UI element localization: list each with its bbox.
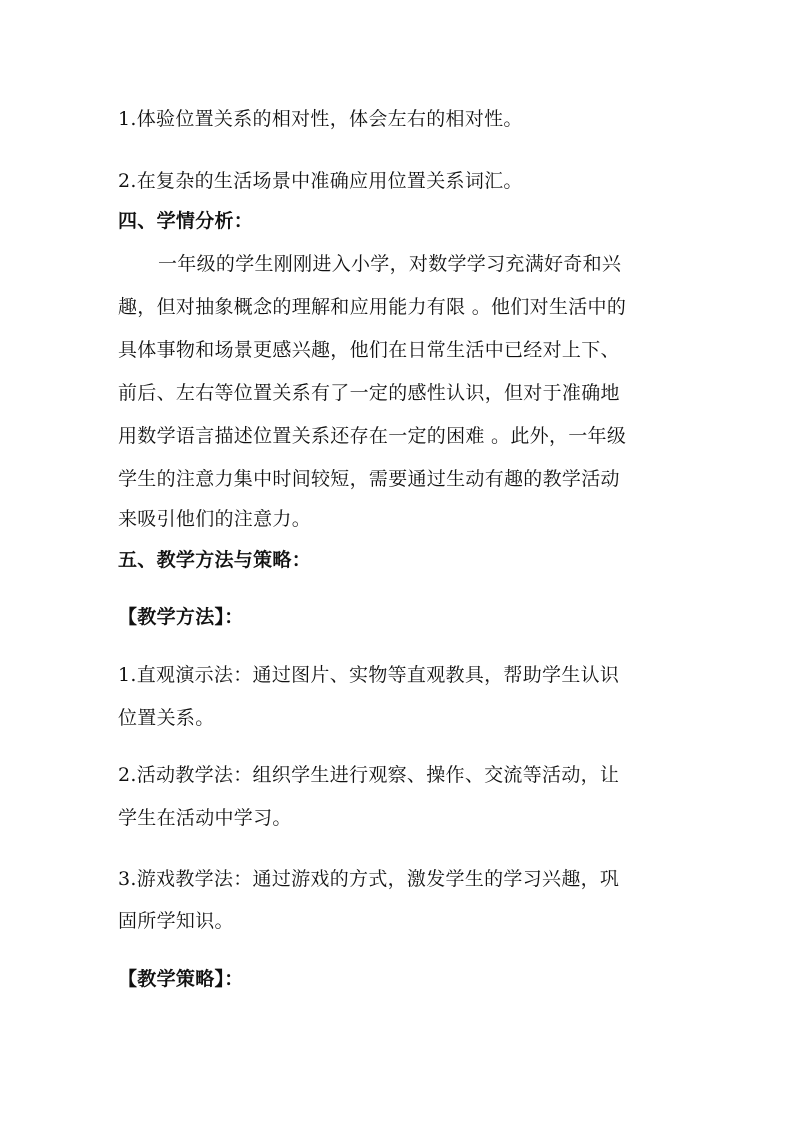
method-3-line-2: 固所学知识。 xyxy=(118,910,234,932)
analysis-line-7: 来吸引他们的注意力。 xyxy=(118,508,312,530)
method-1-line-1: 1.直观演示法：通过图片、实物等直观教具，帮助学生认识 xyxy=(118,664,620,686)
analysis-line-2: 趣，但对抽象概念的理解和应用能力有限 。他们对生活中的 xyxy=(118,296,627,318)
methods-heading: 【教学方法】： xyxy=(118,606,244,628)
method-2-line-2: 学生在活动中学习。 xyxy=(118,807,292,829)
method-3-line-1: 3.游戏教学法：通过游戏的方式，激发学生的学习兴趣，巩 xyxy=(118,868,620,890)
analysis-line-1: 一年级的学生刚刚进入小学，对数学学习充满好奇和兴 xyxy=(158,253,622,275)
section-5-heading: 五、教学方法与策略： xyxy=(118,549,312,571)
objective-item-2: 2.在复杂的生活场景中准确应用位置关系词汇。 xyxy=(118,170,523,192)
analysis-line-4: 前后、左右等位置关系有了一定的感性认识，但对于准确地 xyxy=(118,382,620,404)
section-4-heading: 四、学情分析： xyxy=(118,210,254,232)
analysis-line-3: 具体事物和场景更感兴趣，他们在日常生活中已经对上下、 xyxy=(118,339,620,361)
strategies-heading: 【教学策略】： xyxy=(118,968,244,990)
analysis-line-6: 学生的注意力集中时间较短，需要通过生动有趣的教学活动 xyxy=(118,468,620,490)
method-1-line-2: 位置关系。 xyxy=(118,707,215,729)
method-2-line-1: 2.活动教学法：组织学生进行观察、操作、交流等活动，让 xyxy=(118,764,620,786)
objective-item-1: 1.体验位置关系的相对性，体会左右的相对性。 xyxy=(118,108,523,130)
analysis-line-5: 用数学语言描述位置关系还存在一定的困难 。此外，一年级 xyxy=(118,425,627,447)
